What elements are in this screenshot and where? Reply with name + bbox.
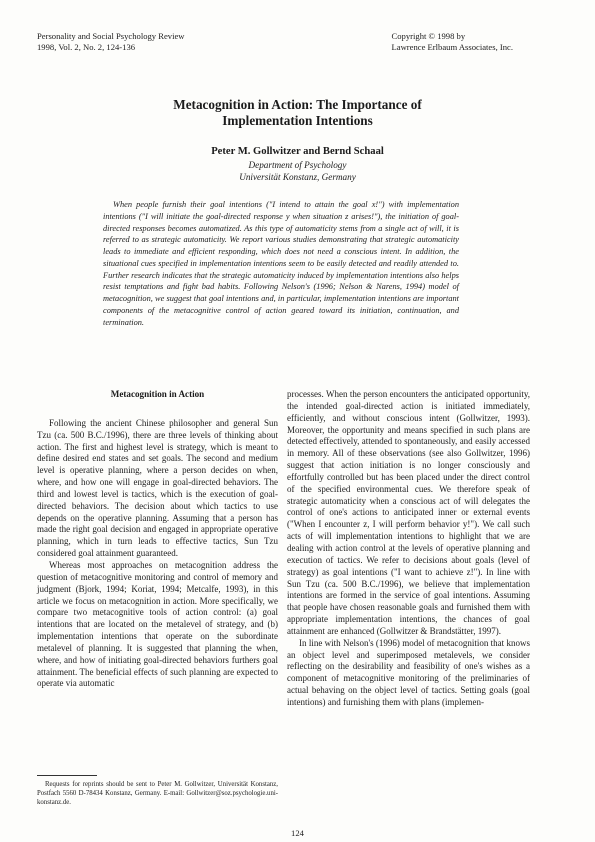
footnote: [37, 780, 278, 807]
footnote-divider: [37, 775, 97, 776]
body-column-right: [287, 389, 530, 709]
department: Department of Psychology: [248, 160, 347, 170]
page-number: 124: [291, 828, 304, 838]
body-paragraph-continued: processes. When the person encounters the anticipated opportunity, the intended goal-directed action is initiated immediately, efficiently, and without conscious intent (Gollwitzer, 1993). Moreover, the opportunity and means specified in such plans are detected effectively, attended to spontaneously, and easily accessed in memory. All of these observations (see also Gollwitzer, 1996) suggest that action initiation is no longer consciously and effortfully controlled but has been placed under the direct control of the specified environmental cues. We therefore speak of strategic automaticity when a conscious act of will delegates the control of one's actions to anticipated inner or external events ("When I encounter z, I will perform behavior y!"). We call such acts of will implementation intentions to highlight that we are dealing with action control at the levels of operative planning and execution of tactics. We refer to decisions about goals (level of strategy) as goal intentions ("I want to achieve z!"). In line with Sun Tzu (ca. 500 B.C./1996), we believe that implementation intentions are formed in the service of goal intentions. Assuming that people have chosen reasonable goals and furnished them with appropriate implementation intentions, the chances of goal attainment are enhanced (Gollwitzer & Brandstätter, 1997).: [287, 389, 530, 636]
title-line-1: Metacognition in Action: The Importance of: [173, 97, 422, 112]
title-line-2: Implementation Intentions: [222, 113, 373, 128]
abstract: [103, 199, 459, 328]
journal-name: Personality and Social Psychology Review: [37, 31, 185, 41]
university: Universität Konstanz, Germany: [239, 171, 356, 182]
article-title: [0, 97, 595, 129]
section-heading: Metacognition in Action: [110, 389, 205, 399]
body-paragraph: Following the ancient Chinese philosopher and general Sun Tzu (ca. 500 B.C./1996), there are three levels of thinking about action. The first and highest level is strategy, which is meant to define desired end states and set goals. The second and medium level is operative planning, where a person decides on when, where, and how one will engage in goal-directed behaviors. The third and lowest level is tactics, which is the execution of goal-directed behaviors. The decision about which tactics to use depends on the operative planning. Assuming that a person has made the right goal decision and engaged in appropriate operative planning, which in turn leads to effective tactics, Sun Tzu considered goal attainment guaranteed.: [37, 417, 278, 559]
author-affiliation: [0, 160, 595, 183]
copyright-line: Copyright © 1998 by: [391, 31, 466, 41]
copyright-header: [392, 31, 513, 52]
journal-header: [37, 31, 185, 52]
journal-volume: 1998, Vol. 2, No. 2, 124-136: [37, 41, 136, 52]
footnote-text: Requests for reprints should be sent to Peter M. Gollwitzer, Universität Konstanz, Postfach 5560 D-78434 Konstanz, Germany. E-mail: Gollwitzer@soz.psychologie.uni-konstanz.de.: [37, 781, 278, 806]
body-column-left: [37, 389, 278, 690]
body-paragraph: In line with Nelson's (1996) model of metacognition that knows an object level and superimposed metalevels, we consider reflecting on the desirability and feasibility of one's wishes as a component of metacognitive monitoring of the preliminaries of actual behaving on the object level of tactics. Setting goals (goal intentions) and furnishing them with plans (implemen-: [287, 637, 530, 707]
publisher-line: Lawrence Erlbaum Associates, Inc.: [391, 41, 513, 52]
body-paragraph: Whereas most approaches on metacognition address the question of metacognitive monitoring and control of memory and judgment (Bjork, 1994; Koriat, 1994; Metcalfe, 1993), in this article we focus on metacognition in action. More specifically, we compare two metacognitive tools of action control: (a) goal intentions that are located on the metalevel of strategy, and (b) implementation intentions that operate on the subordinate metalevel of planning. It is suggested that planning the when, where, and how of initiating goal-directed behaviors furthers goal attainment. The beneficial effects of such planning are expected to operate via automatic: [37, 559, 278, 689]
abstract-text: When people furnish their goal intentions ("I intend to attain the goal x!") with implementation intentions ("I will initiate the goal-directed response y when situation z arises!"), the initiation of goal-directed responses becomes automatized. As this type of automaticity stems from a single act of will, it is referred to as strategic automaticity. We report various studies demonstrating that strategic automaticity leads to immediate and efficient responding, which does not need a conscious intent. In addition, the situational cues specified in implementation intentions seem to be easily detected and readily attended to. Further research indicates that the strategic automaticity induced by implementation intentions also helps resist temptations and fight bad habits. Following Nelson's (1996; Nelson & Narens, 1994) model of metacognition, we suggest that goal intentions and, in particular, implementation intentions are important components of the metacognitive control of action geared toward its initiation, continuation, and termination.: [103, 200, 459, 327]
article-authors: Peter M. Gollwitzer and Bernd Schaal: [211, 146, 384, 157]
